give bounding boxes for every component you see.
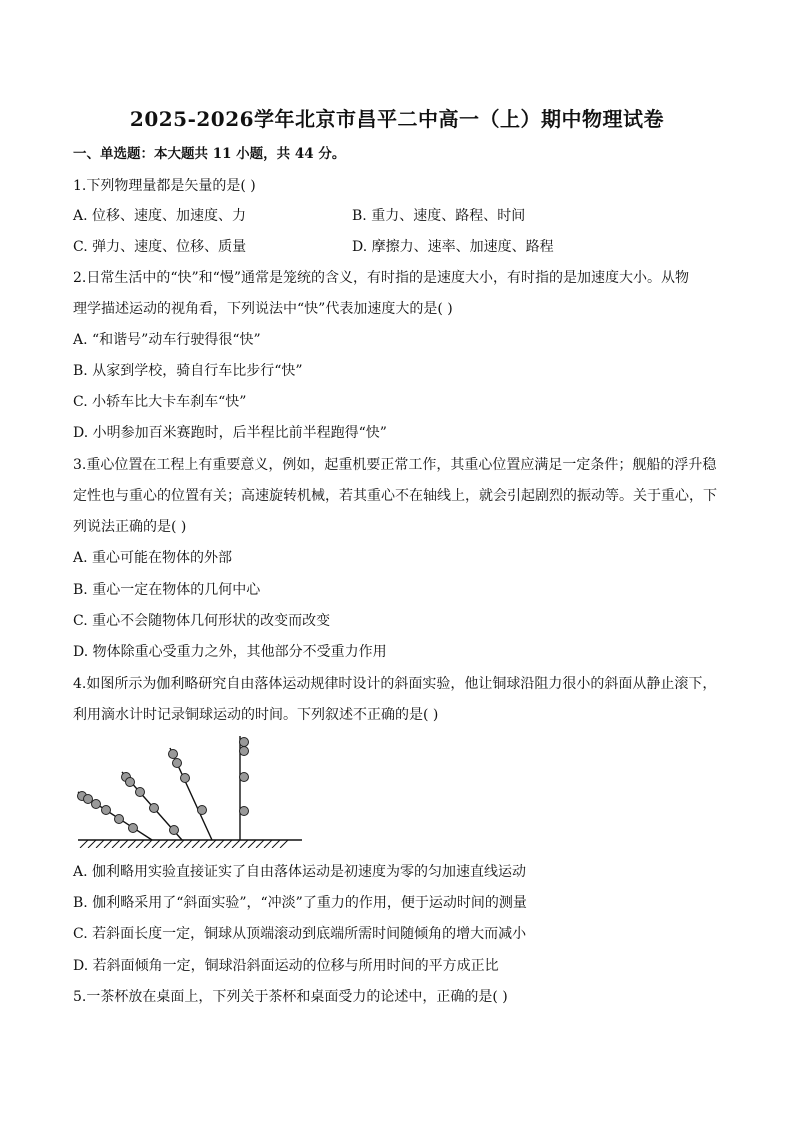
q3-option-d: D. 物体除重心受重力之外，其他部分不受重力作用 — [73, 644, 387, 660]
ball — [129, 824, 138, 833]
q4-option-d: D. 若斜面倾角一定，铜球沿斜面运动的位移与所用时间的平方成正比 — [73, 958, 499, 974]
ball — [92, 800, 101, 809]
q2-option-c: C. 小轿车比大卡车刹车“快” — [73, 394, 247, 410]
q2-stem-line2: 理学描述运动的视角看，下列说法中“快”代表加速度大的是( ) — [73, 301, 453, 317]
ball — [150, 804, 159, 813]
ball — [240, 807, 249, 816]
q3-stem-line2: 定性也与重心的位置有关；高速旋转机械，若其重心不在轴线上，就会引起剧烈的振动等。关于重心，下 — [73, 488, 717, 504]
q4-option-b: B. 伽利略采用了“斜面实验”，“冲淡”了重力的作用，便于运动时间的测量 — [73, 895, 527, 911]
q4-option-c: C. 若斜面长度一定，铜球从顶端滚动到底端所需时间随倾角的增大而减小 — [73, 926, 527, 942]
q1-stem: 1.下列物理量都是矢量的是( ) — [73, 178, 256, 194]
ball — [102, 806, 111, 815]
q2-option-b: B. 从家到学校，骑自行车比步行“快” — [73, 363, 303, 379]
q2-stem-line1: 2.日常生活中的“快”和“慢”通常是笼统的含义，有时指的是速度大小，有时指的是加速度大小。从物 — [73, 270, 689, 286]
inclined-plane-figure — [70, 730, 310, 848]
ball — [240, 738, 249, 747]
section-heading: 一、单选题：本大题共 11 小题，共 44 分。 — [73, 146, 346, 162]
ball — [136, 788, 145, 797]
ball — [173, 759, 182, 768]
ball — [115, 815, 124, 824]
ball — [240, 773, 249, 782]
ball — [170, 826, 179, 835]
q4-stem-line2: 利用滴水计时记录铜球运动的时间。下列叙述不正确的是( ) — [73, 707, 439, 723]
q1-option-b: B. 重力、速度、路程、时间 — [352, 208, 526, 224]
q2-option-a: A. “和谐号”动车行驶得很“快” — [73, 332, 261, 348]
q1-option-a: A. 位移、速度、加速度、力 — [73, 208, 247, 224]
q3-stem-line3: 列说法正确的是( ) — [73, 519, 187, 535]
q2-option-d: D. 小明参加百米赛跑时，后半程比前半程跑得“快” — [73, 425, 387, 441]
ground-hatching — [80, 840, 288, 848]
q4-option-a: A. 伽利略用实验直接证实了自由落体运动是初速度为零的匀加速直线运动 — [73, 864, 527, 880]
q5-stem: 5.一茶杯放在桌面上，下列关于茶杯和桌面受力的论述中，正确的是( ) — [73, 989, 508, 1005]
ball — [198, 806, 207, 815]
q4-stem-line1: 4.如图所示为伽利略研究自由落体运动规律时设计的斜面实验，他让铜球沿阻力很小的斜面从静止滚下， — [73, 676, 717, 692]
ball — [169, 750, 178, 759]
q3-option-a: A. 重心可能在物体的外部 — [73, 550, 233, 566]
q3-option-c: C. 重心不会随物体几何形状的改变而改变 — [73, 613, 331, 629]
q1-option-c: C. 弹力、速度、位移、质量 — [73, 239, 247, 255]
ball — [84, 795, 93, 804]
q3-stem-line1: 3.重心位置在工程上有重要意义，例如，起重机要正常工作，其重心位置应满足一定条件；舰船的浮升稳 — [73, 457, 717, 473]
exam-title: 2025-2026学年北京市昌平二中高一（上）期中物理试卷 — [129, 107, 665, 131]
q3-option-b: B. 重心一定在物体的几何中心 — [73, 582, 261, 598]
q1-option-d: D. 摩擦力、速率、加速度、路程 — [352, 239, 554, 255]
ball — [181, 774, 190, 783]
ball — [240, 747, 249, 756]
ball — [126, 778, 135, 787]
